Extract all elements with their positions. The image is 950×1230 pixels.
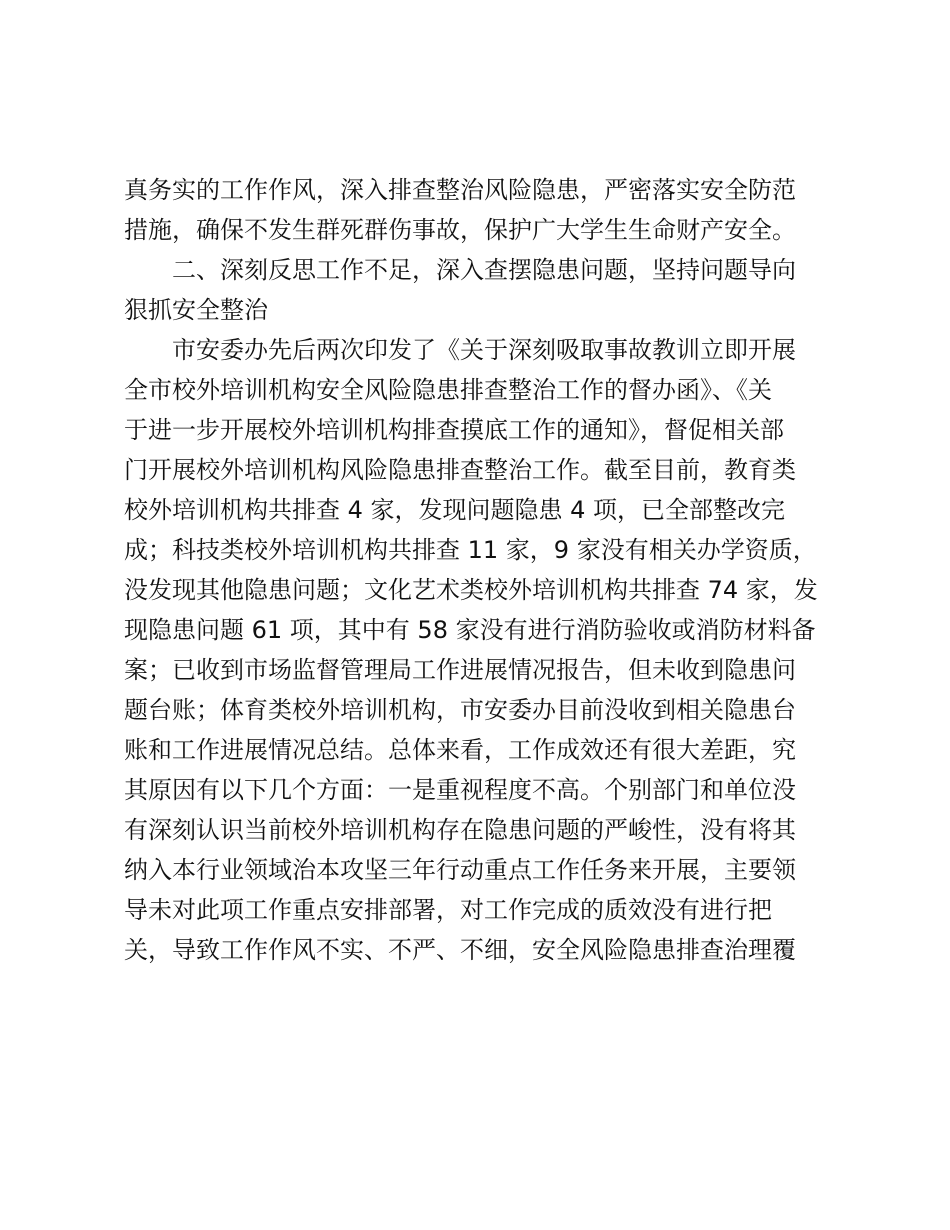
text-line: 纳入本行业领域治本攻坚三年行动重点工作任务来开展，主要领 — [124, 856, 796, 884]
section-heading-line: 二、深刻反思工作不足，深入查摆隐患问题，坚持问题导向 — [124, 256, 796, 284]
text-line: 现隐患问题 61 项，其中有 58 家没有进行消防验收或消防材料备 — [124, 616, 816, 644]
section-heading-line: 狠抓安全整治 — [124, 296, 268, 324]
text-line: 有深刻认识当前校外培训机构存在隐患问题的严峻性，没有将其 — [124, 816, 796, 844]
text-line: 措施，确保不发生群死群伤事故，保护广大学生生命财产安全。 — [124, 216, 796, 244]
text-line: 关，导致工作作风不实、不严、不细，安全风险隐患排查治理覆 — [124, 936, 796, 964]
text-line: 成；科技类校外培训机构共排查 11 家，9 家没有相关办学资质， — [124, 536, 817, 564]
text-line: 于进一步开展校外培训机构排查摸底工作的通知》，督促相关部 — [124, 416, 784, 444]
body-text — [124, 170, 844, 970]
text-line: 其原因有以下几个方面：一是重视程度不高。个别部门和单位没 — [124, 776, 796, 804]
text-line: 案；已收到市场监督管理局工作进展情况报告，但未收到隐患问 — [124, 656, 796, 684]
text-line: 真务实的工作作风，深入排查整治风险隐患，严密落实安全防范 — [124, 176, 796, 204]
text-line: 题台账；体育类校外培训机构，市安委办目前没收到相关隐患台 — [124, 696, 796, 724]
text-line: 账和工作进展情况总结。总体来看，工作成效还有很大差距，究 — [124, 736, 796, 764]
text-line: 门开展校外培训机构风险隐患排查整治工作。截至目前，教育类 — [124, 456, 796, 484]
text-line: 市安委办先后两次印发了《关于深刻吸取事故教训立即开展 — [124, 336, 796, 364]
text-line: 导未对此项工作重点安排部署，对工作完成的质效没有进行把 — [124, 896, 772, 924]
text-line: 全市校外培训机构安全风险隐患排查整治工作的督办函》、《关 — [124, 376, 772, 404]
text-line: 没发现其他隐患问题；文化艺术类校外培训机构共排查 74 家，发 — [124, 576, 818, 604]
text-line: 校外培训机构共排查 4 家，发现问题隐患 4 项，已全部整改完 — [124, 496, 786, 524]
